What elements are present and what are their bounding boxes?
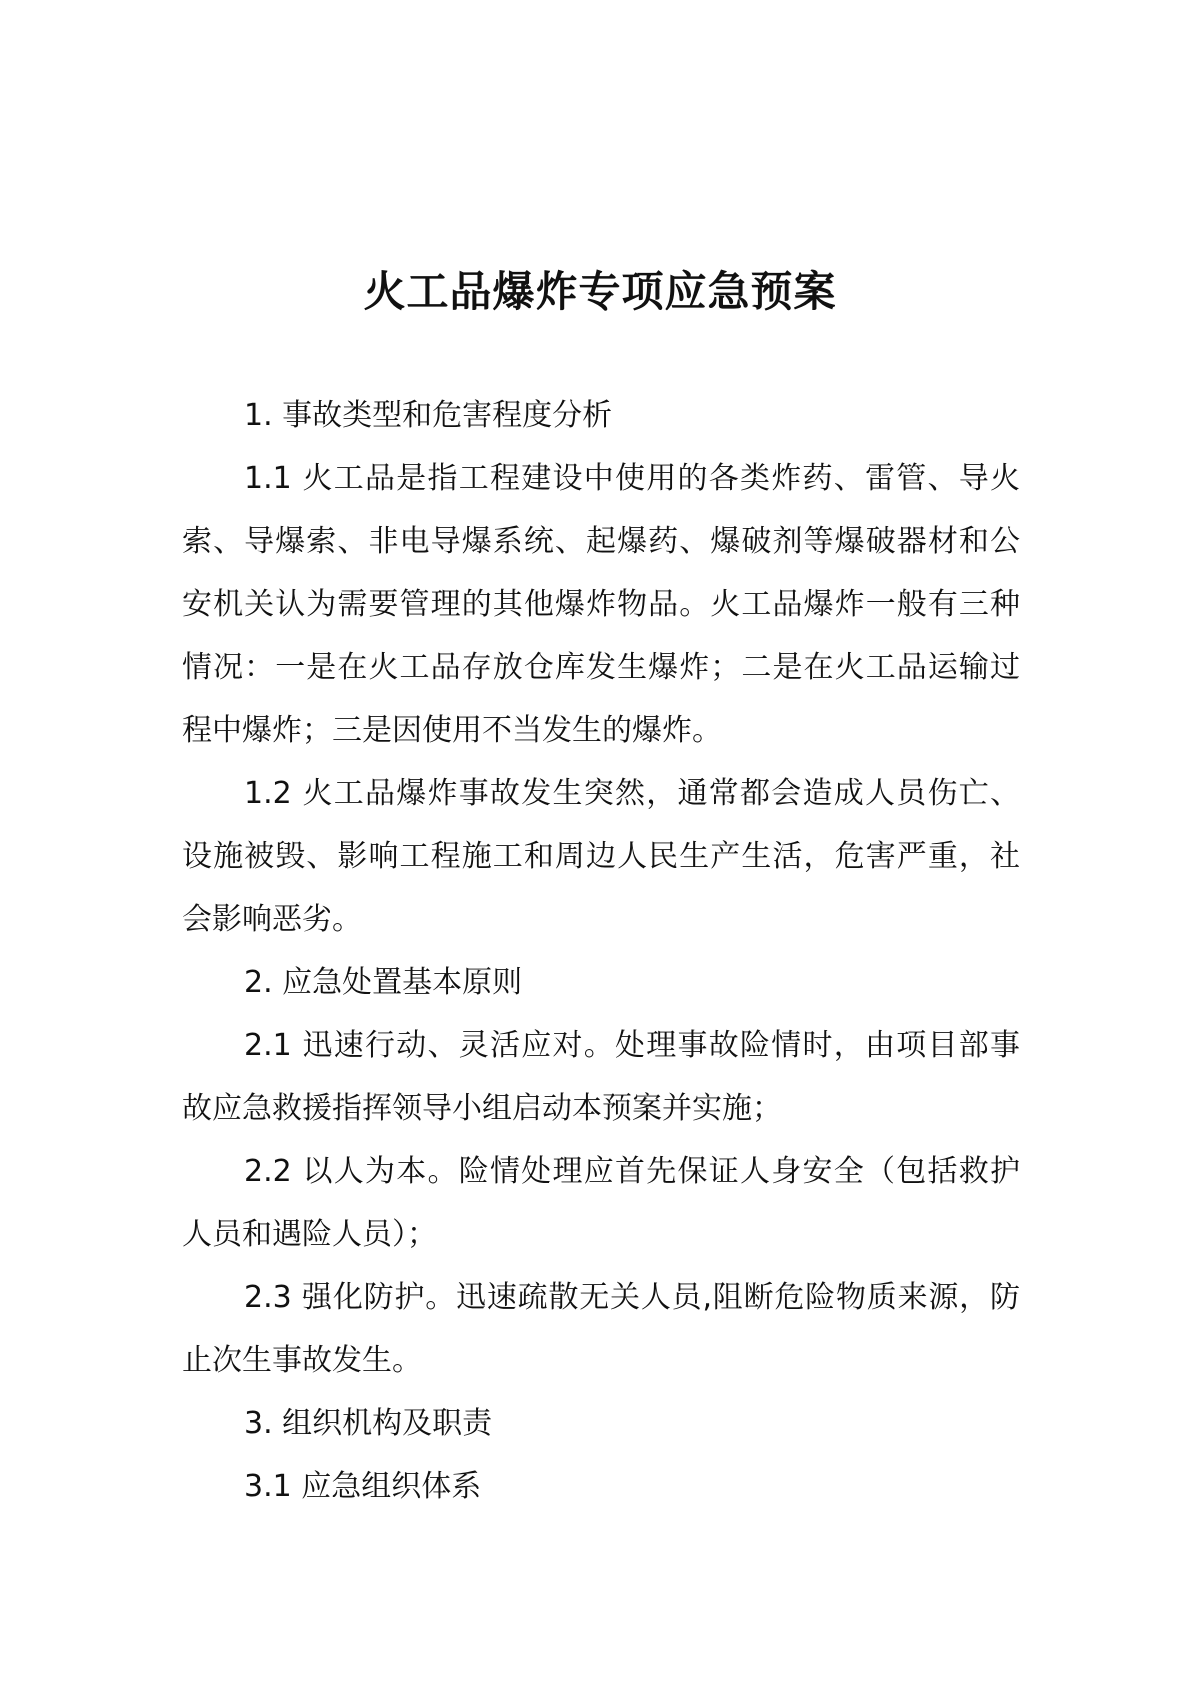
paragraph-2-2: 2.2 以人为本。险情处理应首先保证人身安全（包括救护人员和遇险人员）；: [182, 1154, 1020, 1252]
paragraph-3-1: 3.1 应急组织体系: [244, 1469, 482, 1504]
section-heading-3: 3. 组织机构及职责: [244, 1406, 493, 1441]
paragraph-1-1: 1.1 火工品是指工程建设中使用的各类炸药、雷管、导火索、导爆索、非电导爆系统、起爆药、爆破剂等爆破器材和公安机关认为需要管理的其他爆炸物品。火工品爆炸一般有三种情况：一是在火工品存放仓库发生爆炸；二是在火工品运输过程中爆炸；三是因使用不当发生的爆炸。: [182, 461, 1020, 748]
section-heading-1: 1. 事故类型和危害程度分析: [244, 398, 613, 433]
section-heading-2: 2. 应急处置基本原则: [244, 965, 523, 1000]
document-body: [182, 384, 1020, 1518]
paragraph-2-3: 2.3 强化防护。迅速疏散无关人员,阻断危险物质来源，防止次生事故发生。: [182, 1280, 1020, 1378]
paragraph-1-2: 1.2 火工品爆炸事故发生突然，通常都会造成人员伤亡、设施被毁、影响工程施工和周边人民生产生活，危害严重，社会影响恶劣。: [182, 776, 1020, 937]
paragraph-2-1: 2.1 迅速行动、灵活应对。处理事故险情时，由项目部事故应急救援指挥领导小组启动本预案并实施；: [182, 1028, 1020, 1126]
document-title: 火工品爆炸专项应急预案: [363, 267, 837, 316]
